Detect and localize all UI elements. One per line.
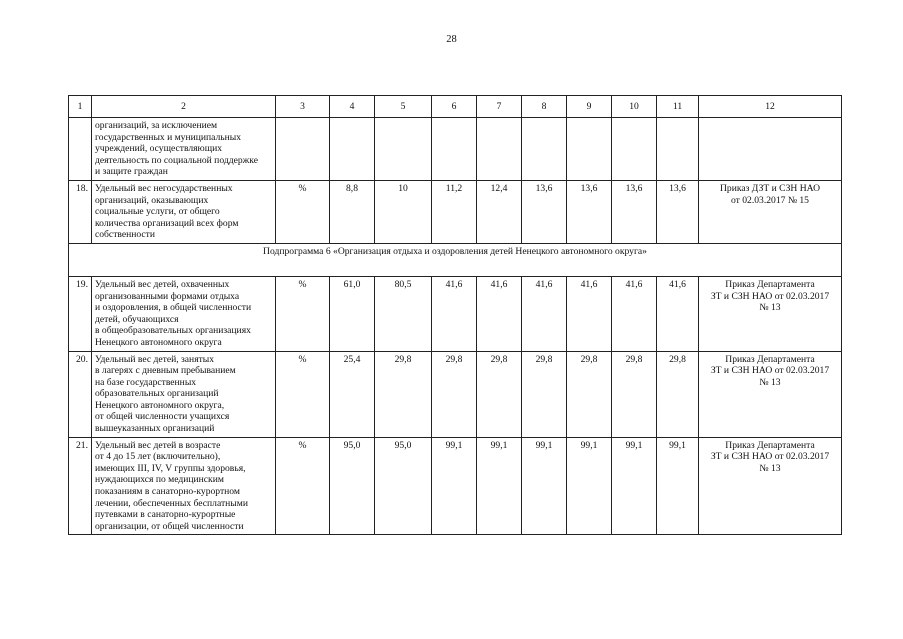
column-header: 10	[612, 96, 657, 118]
column-header: 2	[92, 96, 276, 118]
value-cell: 61,0	[330, 276, 375, 351]
description-line: Удельный вес негосударственных	[95, 182, 233, 194]
description-line: детей, обучающихся	[95, 313, 179, 325]
description-line: вышеуказанных организаций	[95, 423, 215, 435]
description-line: учреждений, осуществляющих	[95, 143, 223, 155]
source-document	[699, 351, 842, 437]
indicator-description	[92, 437, 276, 535]
column-header: 11	[657, 96, 699, 118]
value-cell: 29,8	[522, 351, 567, 437]
indicator-row	[69, 180, 842, 243]
row-number: 21.	[69, 437, 92, 535]
description-line: от общей численности учащихся	[95, 411, 230, 423]
source-line: от 02.03.2017 № 15	[731, 194, 809, 206]
description-line: путевками в санаторно-курортные	[95, 509, 236, 521]
empty-cell	[612, 118, 657, 181]
unit-cell: %	[276, 276, 330, 351]
column-header: 12	[699, 96, 842, 118]
value-cell: 13,6	[567, 180, 612, 243]
row-number-cell	[69, 118, 92, 181]
indicator-row	[69, 437, 842, 535]
empty-cell	[522, 118, 567, 181]
column-header-row	[69, 96, 842, 118]
source-document	[699, 276, 842, 351]
value-cell: 80,5	[375, 276, 432, 351]
value-cell: 99,1	[567, 437, 612, 535]
empty-cell	[330, 118, 375, 181]
source-line: № 13	[759, 376, 781, 388]
value-cell: 41,6	[612, 276, 657, 351]
value-cell: 99,1	[612, 437, 657, 535]
description-line: имеющих III, IV, V группы здоровья,	[95, 462, 246, 474]
value-cell: 99,1	[477, 437, 522, 535]
continuation-row	[69, 118, 842, 181]
description-line: от 4 до 15 лет (включительно),	[95, 451, 221, 463]
subprogram-title: Подпрограмма 6 «Организация отдыха и оздоровления детей Ненецкого автономного округа»	[69, 243, 842, 276]
description-line: на базе государственных	[95, 376, 197, 388]
description-line: в лагерях с дневным пребыванием	[95, 365, 236, 377]
value-cell: 41,6	[477, 276, 522, 351]
description-line: социальные услуги, от общего	[95, 206, 220, 218]
value-cell: 29,8	[657, 351, 699, 437]
source-document	[699, 180, 842, 243]
indicator-description	[92, 118, 276, 181]
description-line: Ненецкого автономного округа,	[95, 399, 225, 411]
value-cell: 29,8	[612, 351, 657, 437]
source-document	[699, 437, 842, 535]
value-cell: 99,1	[432, 437, 477, 535]
empty-cell	[375, 118, 432, 181]
description-line: и защите граждан	[95, 166, 168, 178]
value-cell: 95,0	[330, 437, 375, 535]
description-line: показаниям в санаторно-курортном	[95, 486, 240, 498]
description-line: Удельный вес детей, охваченных	[95, 278, 230, 290]
empty-cell	[657, 118, 699, 181]
description-line: организованными формами отдыха	[95, 290, 240, 302]
description-line: Ненецкого автономного округа	[95, 336, 222, 348]
column-header: 7	[477, 96, 522, 118]
description-line: деятельность по социальной поддержке	[95, 154, 258, 166]
value-cell: 41,6	[432, 276, 477, 351]
column-header: 4	[330, 96, 375, 118]
value-cell: 41,6	[567, 276, 612, 351]
source-line: Приказ Департамента	[725, 353, 815, 365]
description-line: Удельный вес детей, занятых	[95, 353, 215, 365]
value-cell: 29,8	[567, 351, 612, 437]
indicator-description	[92, 276, 276, 351]
value-cell: 41,6	[522, 276, 567, 351]
value-cell: 13,6	[612, 180, 657, 243]
unit-cell: %	[276, 351, 330, 437]
column-header: 5	[375, 96, 432, 118]
value-cell: 13,6	[522, 180, 567, 243]
value-cell: 13,6	[657, 180, 699, 243]
description-line: нуждающихся по медицинским	[95, 474, 224, 486]
description-line: количества организаций всех форм	[95, 217, 239, 229]
description-line: и оздоровления, в общей численности	[95, 302, 252, 314]
empty-cell	[699, 118, 842, 181]
description-line: организации, от общей численности	[95, 520, 244, 532]
description-line: организаций, за исключением	[95, 120, 218, 131]
description-line: государственных и муниципальных	[95, 131, 242, 143]
empty-cell	[477, 118, 522, 181]
column-header: 6	[432, 96, 477, 118]
source-line: № 13	[759, 462, 781, 474]
description-line: Удельный вес детей в возрасте	[95, 439, 221, 451]
description-line: собственности	[95, 229, 156, 241]
indicator-description	[92, 180, 276, 243]
unit-cell: %	[276, 180, 330, 243]
column-header: 1	[69, 96, 92, 118]
indicator-row	[69, 276, 842, 351]
value-cell: 95,0	[375, 437, 432, 535]
row-number: 19.	[69, 276, 92, 351]
source-line: № 13	[759, 302, 781, 314]
value-cell: 99,1	[657, 437, 699, 535]
indicators-table	[68, 95, 842, 535]
value-cell: 41,6	[657, 276, 699, 351]
value-cell: 11,2	[432, 180, 477, 243]
empty-cell	[432, 118, 477, 181]
description-line: в общеобразовательных организациях	[95, 325, 251, 337]
value-cell: 29,8	[432, 351, 477, 437]
source-line: Приказ Департамента	[725, 278, 815, 290]
empty-cell	[276, 118, 330, 181]
value-cell: 29,8	[375, 351, 432, 437]
column-header: 8	[522, 96, 567, 118]
page-number: 28	[446, 34, 457, 45]
row-number: 18.	[69, 180, 92, 243]
value-cell: 29,8	[477, 351, 522, 437]
source-line: Приказ Департамента	[725, 439, 815, 451]
subprogram-row	[69, 243, 842, 276]
description-line: лечении, обеспеченных бесплатными	[95, 497, 248, 509]
column-header: 3	[276, 96, 330, 118]
unit-cell: %	[276, 437, 330, 535]
source-line: ЗТ и СЗН НАО от 02.03.2017	[710, 290, 830, 302]
source-line: ЗТ и СЗН НАО от 02.03.2017	[710, 365, 830, 377]
row-number: 20.	[69, 351, 92, 437]
indicator-row	[69, 351, 842, 437]
source-line: Приказ ДЗТ и СЗН НАО	[719, 182, 821, 194]
value-cell: 99,1	[522, 437, 567, 535]
indicator-description	[92, 351, 276, 437]
description-line: организаций, оказывающих	[95, 194, 209, 206]
value-cell: 10	[375, 180, 432, 243]
description-line: образовательных организаций	[95, 388, 219, 400]
value-cell: 8,8	[330, 180, 375, 243]
column-header: 9	[567, 96, 612, 118]
source-line: ЗТ и СЗН НАО от 02.03.2017	[710, 451, 830, 463]
value-cell: 12,4	[477, 180, 522, 243]
value-cell: 25,4	[330, 351, 375, 437]
empty-cell	[567, 118, 612, 181]
